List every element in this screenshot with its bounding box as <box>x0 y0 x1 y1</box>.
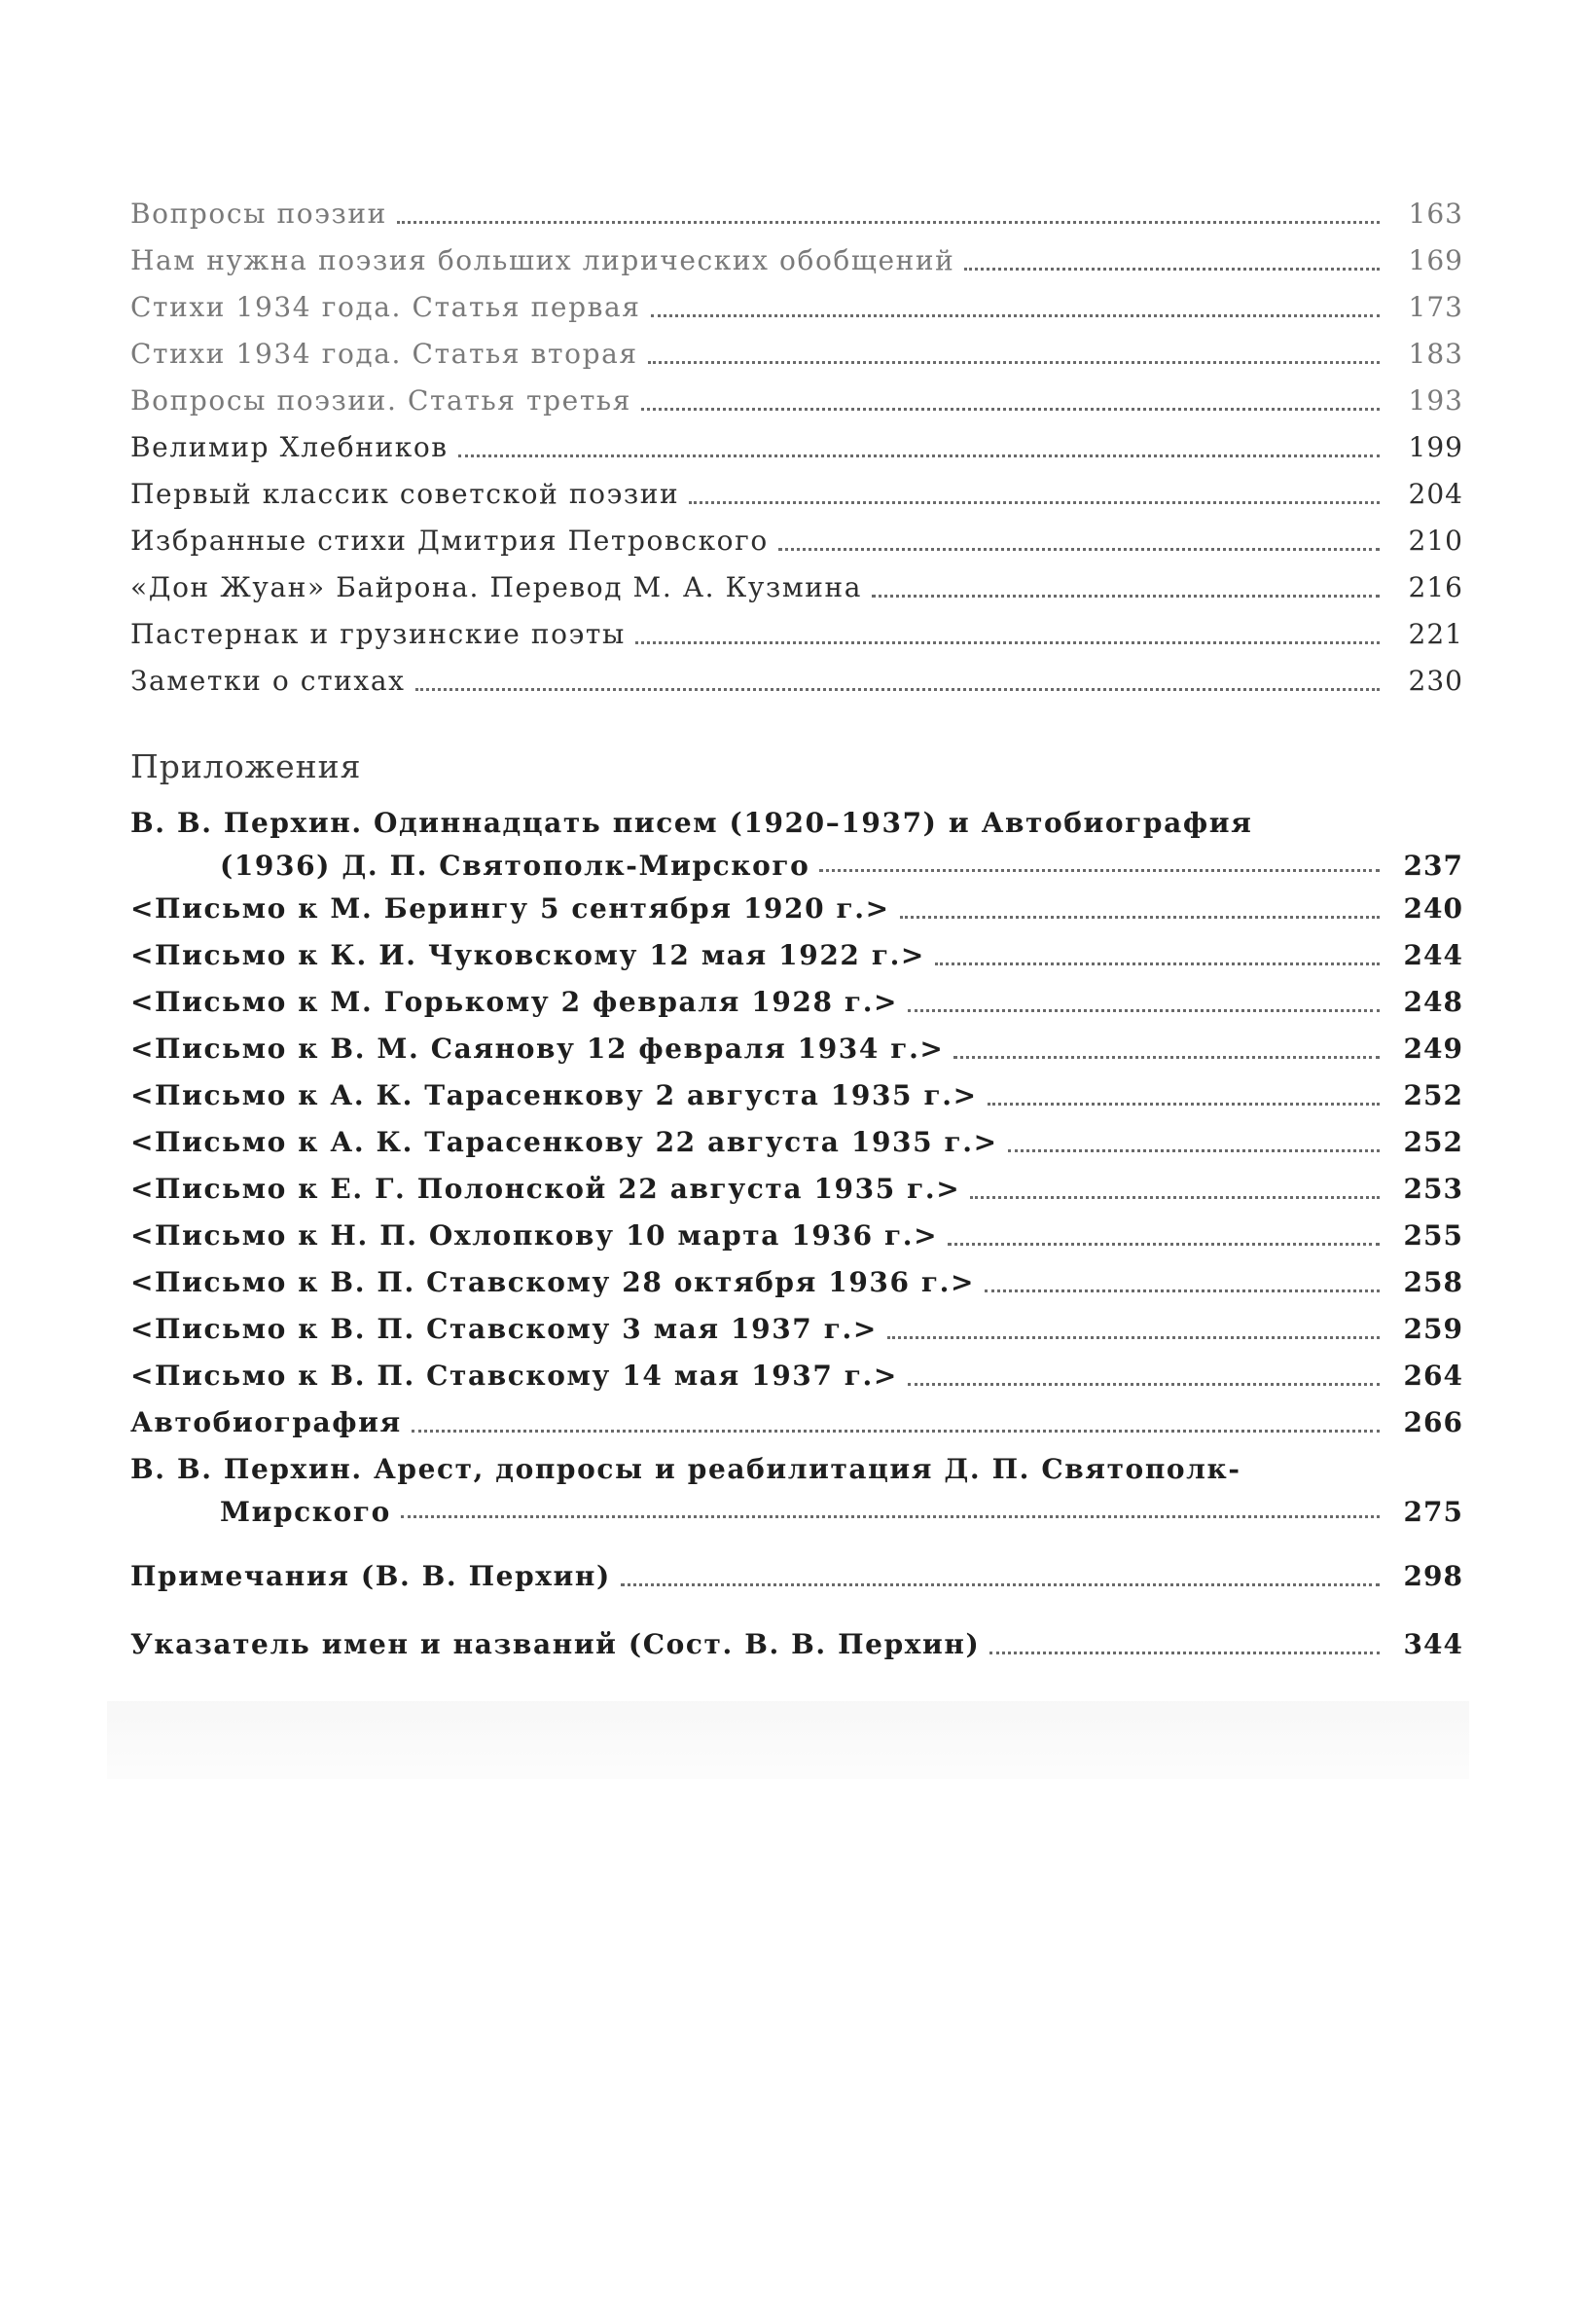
toc-entry-page: 230 <box>1408 665 1463 697</box>
dot-leader <box>964 268 1380 271</box>
toc-entry-page: 204 <box>1408 478 1463 510</box>
dot-leader <box>948 1243 1380 1246</box>
toc-entry-title: Автобиография <box>130 1406 402 1438</box>
dot-leader <box>900 916 1380 919</box>
toc-entry-title-line1: В. В. Перхин. Одиннадцать писем (1920–1937) и Автобиография <box>130 807 1253 839</box>
toc-entry-title: Нам нужна поэзия больших лирических обобщений <box>130 244 955 276</box>
toc-entry-title: Примечания (В. В. Перхин) <box>130 1560 611 1592</box>
dot-leader <box>935 962 1380 965</box>
dot-leader <box>988 1103 1380 1106</box>
toc-entry-page: 252 <box>1403 1126 1463 1158</box>
toc-entry-title: <Письмо к В. П. Ставскому 3 мая 1937 г.> <box>130 1313 878 1345</box>
toc-entry-page: 249 <box>1403 1033 1463 1065</box>
dot-leader <box>908 1009 1380 1012</box>
toc-entry[interactable] <box>130 611 1463 658</box>
dot-leader <box>412 1430 1380 1433</box>
toc-entry-title: <Письмо к М. Берингу 5 сентября 1920 г.> <box>130 892 890 925</box>
toc-entry-title: Первый классик советской поэзии <box>130 478 680 510</box>
dot-leader <box>989 1652 1380 1654</box>
toc-entry-title: Пастернак и грузинские поэты <box>130 618 626 650</box>
toc-entry-title-line1: В. В. Перхин. Арест, допросы и реабилитация Д. П. Святополк- <box>130 1453 1241 1485</box>
dot-leader <box>689 501 1380 504</box>
toc-entry-title: <Письмо к А. К. Тарасенкову 2 августа 1935 г.> <box>130 1079 978 1111</box>
toc-entry-letter[interactable] <box>130 979 1463 1026</box>
toc-entry-title: <Письмо к К. И. Чуковскому 12 мая 1922 г.> <box>130 939 925 971</box>
toc-entry-page: 237 <box>1403 850 1463 882</box>
toc-entry[interactable] <box>130 284 1463 331</box>
dot-leader <box>970 1196 1380 1199</box>
dot-leader <box>641 408 1380 411</box>
dot-leader <box>985 1289 1380 1292</box>
toc-entry-page: 264 <box>1403 1360 1463 1392</box>
toc-entry-title: Заметки о стихах <box>130 665 406 697</box>
toc-entry-page: 252 <box>1403 1079 1463 1111</box>
toc-entry-page: 199 <box>1408 431 1463 463</box>
dot-leader <box>887 1336 1380 1339</box>
toc-entry-title-line2: (1936) Д. П. Святополк-Мирского <box>220 850 810 882</box>
toc-entry-page: 259 <box>1403 1313 1463 1345</box>
toc-entry-page: 240 <box>1403 892 1463 925</box>
toc-entry-page: 275 <box>1403 1496 1463 1528</box>
toc-entry-letter[interactable] <box>130 932 1463 979</box>
toc-entry[interactable] <box>130 331 1463 378</box>
toc-entry-page: 255 <box>1403 1219 1463 1252</box>
dot-leader <box>648 361 1380 364</box>
toc-entry[interactable] <box>130 191 1463 237</box>
toc-entry-page: 210 <box>1408 525 1463 557</box>
toc-entry-title: <Письмо к Е. Г. Полонской 22 августа 1935 г.> <box>130 1173 961 1205</box>
faded-bleed-through-line <box>107 1701 1469 1779</box>
toc-entry-page: 169 <box>1408 244 1463 276</box>
toc-entry-page: 258 <box>1403 1266 1463 1298</box>
toc-entry-page: 216 <box>1408 571 1463 603</box>
toc-entry-title: Избранные стихи Дмитрия Петровского <box>130 525 769 557</box>
toc-entry-page: 221 <box>1408 618 1463 650</box>
toc-entry-title: Вопросы поэзии <box>130 198 387 230</box>
dot-leader <box>819 869 1380 872</box>
toc-entry-title: <Письмо к В. П. Ставскому 28 октября 1936 г.> <box>130 1266 976 1298</box>
toc-entry[interactable] <box>130 518 1463 564</box>
toc-entry-letter[interactable] <box>130 1213 1463 1259</box>
toc-entry-index[interactable] <box>130 1621 1463 1668</box>
toc-entry-title: <Письмо к В. М. Саянову 12 февраля 1934 г.> <box>130 1033 945 1065</box>
toc-entry-title: <Письмо к В. П. Ставскому 14 мая 1937 г.> <box>130 1360 898 1392</box>
toc-entry-letter[interactable] <box>130 1119 1463 1166</box>
toc-entry-title: <Письмо к А. К. Тарасенкову 22 августа 1935 г.> <box>130 1126 998 1158</box>
toc-entry-notes[interactable] <box>130 1553 1463 1600</box>
toc-entry-page: 193 <box>1408 384 1463 417</box>
toc-entry-title: «Дон Жуан» Байрона. Перевод М. А. Кузмина <box>130 571 863 603</box>
toc-entry-title: Указатель имен и названий (Сост. В. В. Перхин) <box>130 1628 981 1660</box>
toc-entry-letter[interactable] <box>130 1026 1463 1072</box>
toc-entry-letter[interactable] <box>130 1166 1463 1213</box>
toc-entry-title: <Письмо к Н. П. Охлопкову 10 марта 1936 г.> <box>130 1219 939 1252</box>
toc-entry-page: 183 <box>1408 338 1463 370</box>
toc-entry[interactable] <box>130 564 1463 611</box>
dot-leader <box>458 454 1380 457</box>
toc-entry-autobiography[interactable] <box>130 1399 1463 1446</box>
table-of-contents <box>130 191 1463 1668</box>
dot-leader <box>397 221 1380 224</box>
toc-entry-title-line2: Мирского <box>220 1496 391 1528</box>
toc-entry[interactable] <box>130 658 1463 705</box>
toc-entry-page: 298 <box>1403 1560 1463 1592</box>
dot-leader <box>651 314 1380 317</box>
dot-leader <box>401 1515 1380 1518</box>
toc-entry-title: <Письмо к М. Горькому 2 февраля 1928 г.> <box>130 986 899 1018</box>
dot-leader <box>621 1583 1380 1586</box>
toc-entry-page: 163 <box>1408 198 1463 230</box>
dot-leader <box>1008 1149 1380 1152</box>
toc-entry-page: 253 <box>1403 1173 1463 1205</box>
toc-entry-title: Велимир Хлебников <box>130 431 449 463</box>
dot-leader <box>778 548 1380 551</box>
toc-entry[interactable] <box>130 471 1463 518</box>
toc-entry-title: Стихи 1934 года. Статья первая <box>130 291 641 323</box>
toc-entry-letter[interactable] <box>130 1306 1463 1353</box>
toc-entry-page: 266 <box>1403 1406 1463 1438</box>
toc-entry-appendix-intro[interactable] <box>130 804 1463 886</box>
appendix-heading: Приложения <box>130 747 362 785</box>
toc-entry-page: 244 <box>1403 939 1463 971</box>
toc-entry-letter[interactable] <box>130 1259 1463 1306</box>
toc-entry-arrest[interactable] <box>130 1450 1463 1532</box>
toc-entry-title: Стихи 1934 года. Статья вторая <box>130 338 638 370</box>
toc-entry[interactable] <box>130 424 1463 471</box>
dot-leader <box>872 595 1380 598</box>
toc-entry-letter[interactable] <box>130 886 1463 932</box>
toc-entry[interactable] <box>130 237 1463 284</box>
toc-entry-page: 344 <box>1403 1628 1463 1660</box>
toc-entry[interactable] <box>130 378 1463 424</box>
dot-leader <box>908 1383 1380 1386</box>
toc-entry-letter[interactable] <box>130 1072 1463 1119</box>
toc-entry-letter[interactable] <box>130 1353 1463 1399</box>
toc-entry-page: 173 <box>1408 291 1463 323</box>
dot-leader <box>635 641 1380 644</box>
toc-entry-title: Вопросы поэзии. Статья третья <box>130 384 632 417</box>
toc-entry-page: 248 <box>1403 986 1463 1018</box>
dot-leader <box>953 1056 1380 1059</box>
dot-leader <box>415 688 1380 691</box>
